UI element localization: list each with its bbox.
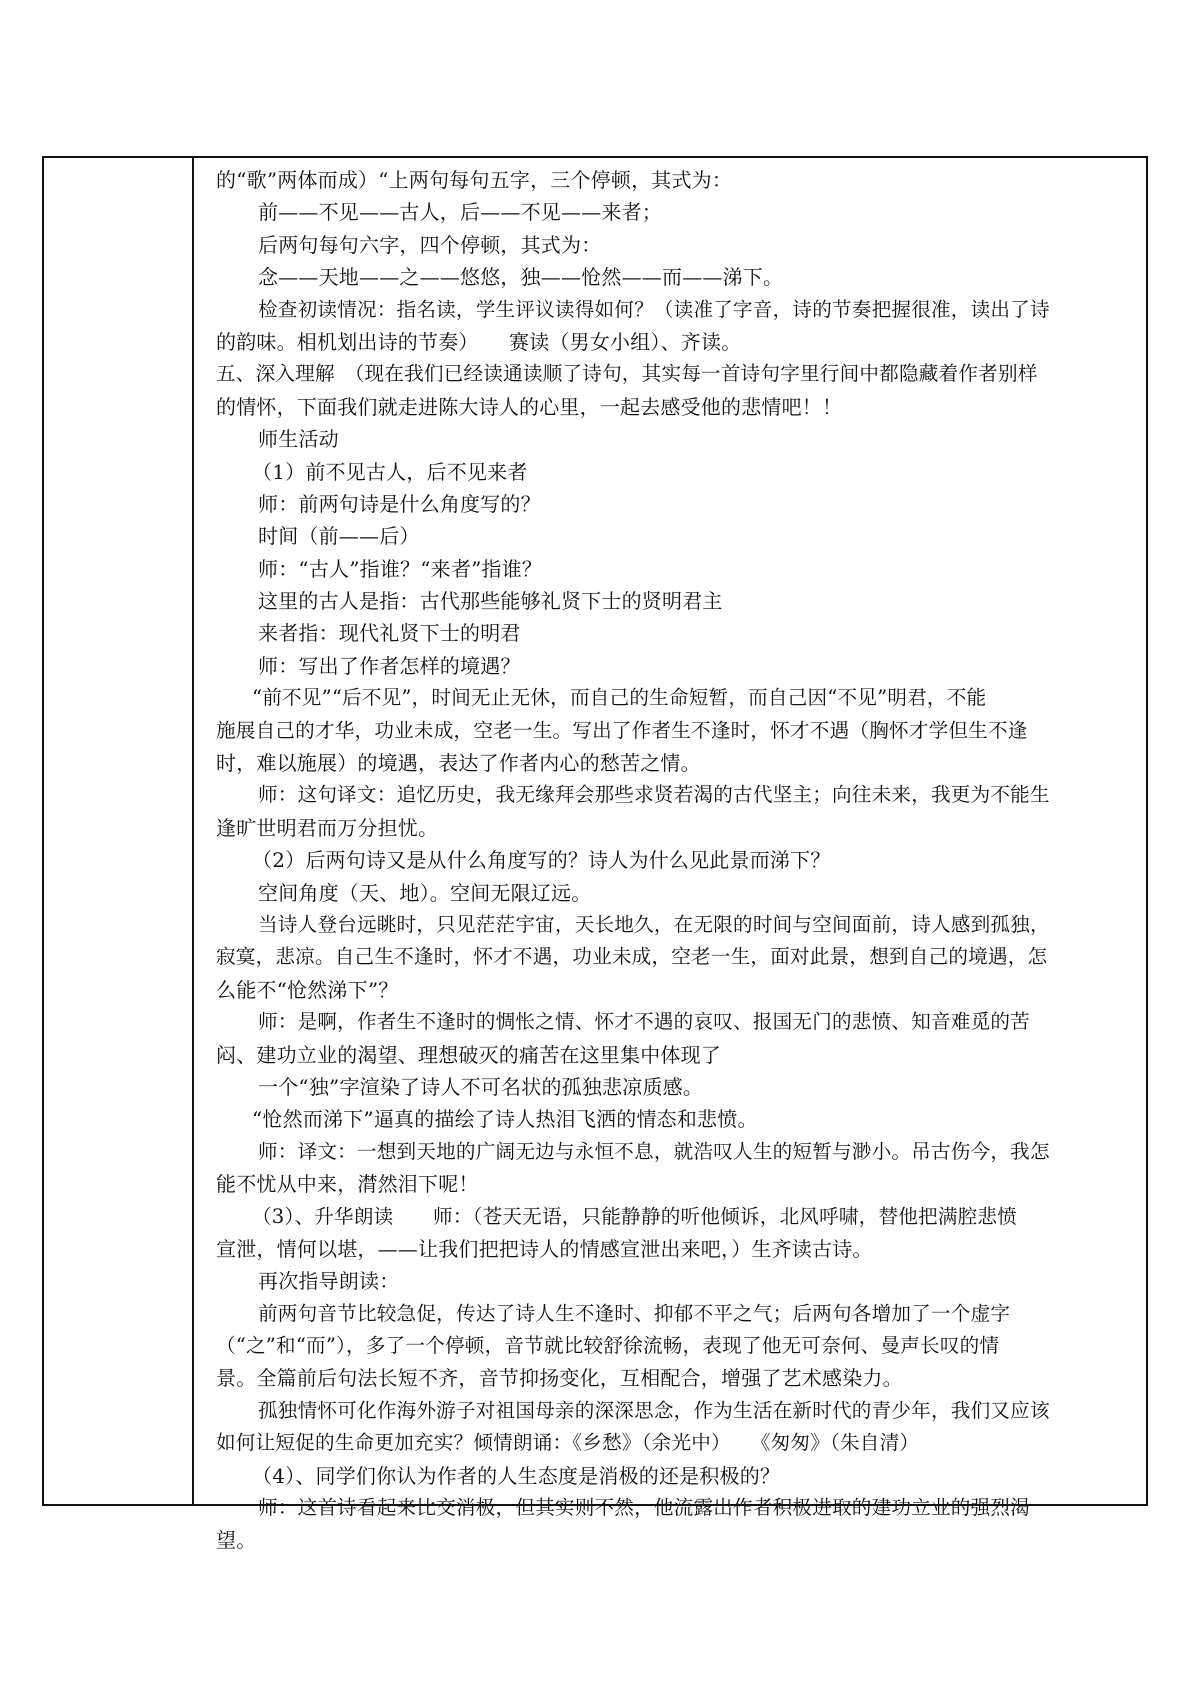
- lesson-plan-table: [42, 156, 1148, 1553]
- text-line: 师：写出了作者怎样的境遇？: [258, 653, 521, 678]
- text-line: （2）后两句诗又是从什么角度写的？诗人为什么见此景而涕下？: [252, 848, 831, 873]
- text-line: 的韵味。相机划出诗的节奏） 赛读（男女小组）、齐读。: [216, 329, 742, 354]
- text-line: （4）、同学们你认为作者的人生态度是消极的还是积极的？: [252, 1463, 781, 1488]
- text-line: （3）、升华朗读 师：（苍天无语，只能静静的听他倾诉，北风呼啸，替他把满腔悲愤: [252, 1204, 1018, 1228]
- text-line: 能不忧从中来，潸然泪下呢！: [216, 1172, 479, 1197]
- text-line: （“之”和“而”），多了一个停顿，音节就比较舒徐流畅，表现了他无可奈何、曼声长叹的情: [216, 1334, 1000, 1358]
- text-line: 时，难以施展）的境遇，表达了作者内心的愁苦之情。: [216, 751, 701, 776]
- text-line: 前两句音节比较急促，传达了诗人生不逢时、抑郁不平之气；后两句各增加了一个虚字: [258, 1301, 1011, 1325]
- text-line: “前不见”“后不见”，时间无止无休，而自己的生命短暂，而自己因“不见”明君，不能: [252, 686, 987, 710]
- text-line: 师：这句译文：追忆历史，我无缘拜会那些求贤若渴的古代坚主；向往未来，我更为不能生: [258, 783, 1050, 807]
- text-line: 师：这首诗看起来比交消极，但其实则不然，他流露出作者积极进取的建功立业的强烈渴: [258, 1496, 1030, 1520]
- text-line: 再次指导朗读：: [258, 1269, 400, 1294]
- text-line: 师：是啊，作者生不逢时的惆怅之情、怀才不遇的哀叹、报国无门的悲愤、知音难觅的苦: [258, 1010, 1030, 1034]
- text-line: 检查初读情况：指名读，学生评议读得如何？（读准了字音，诗的节奏把握很准，读出了诗: [258, 297, 1050, 321]
- text-line: 来者指：现代礼贤下士的明君: [258, 621, 521, 646]
- text-line: 如何让短促的生命更加充实？倾情朗诵：《乡愁》（余光中） 《匆匆》（朱自清）: [216, 1431, 920, 1455]
- text-line: 前——不见——古人，后——不见——来者；: [258, 200, 662, 225]
- text-line: 时间（前——后）: [258, 524, 420, 549]
- text-line: （1）前不见古人，后不见来者: [252, 459, 528, 484]
- text-line: 空间角度（天、地）。空间无限辽远。: [258, 880, 592, 905]
- text-line: 的情怀，下面我们就走进陈大诗人的心里，一起去感受他的悲情吧！！: [216, 394, 843, 419]
- text-line: 师生活动: [258, 427, 339, 452]
- text-line: “怆然而涕下”逼真的描绘了诗人热泪飞洒的情态和悲愤。: [252, 1107, 758, 1132]
- text-line: 师：“古人”指谁？“来者”指谁？: [258, 556, 543, 581]
- text-line: 念——天地——之——悠悠，独——怆然——而——涕下。: [258, 265, 784, 290]
- text-line: 的“歌”两体而成）“上两句每句五字，三个停顿，其式为：: [216, 168, 733, 192]
- text-line: 逢旷世明君而万分担忧。: [216, 815, 439, 840]
- text-line: 后两句每句六字，四个停顿，其式为：: [258, 232, 602, 257]
- text-line: 么能不“怆然涕下”？: [216, 977, 399, 1002]
- text-line: 一个“独”字渲染了诗人不可名状的孤独悲凉质感。: [258, 1074, 704, 1099]
- text-line: 孤独情怀可化作海外游子对祖国母亲的深深思念，作为生活在新时代的青少年，我们又应该: [258, 1398, 1050, 1422]
- text-line: 寂寞，悲凉。自己生不逢时，怀才不遇，功业未成，空老一生，面对此景，想到自己的境遇，怎: [216, 945, 1048, 969]
- text-line: 师：前两句诗是什么角度写的？: [258, 491, 541, 516]
- table-content-column: [196, 158, 1146, 1553]
- text-line: 师：译文：一想到天地的广阔无边与永恒不息，就浩叹人生的短暂与渺小。吊古伤今，我怎: [258, 1139, 1050, 1163]
- text-line: 宣泄，情何以堪，——让我们把把诗人的情感宣泄出来吧，）生齐读古诗。: [216, 1236, 873, 1261]
- text-line: 景。全篇前后句法长短不齐，音节抑扬变化，互相配合，增强了艺术感染力。: [216, 1366, 903, 1391]
- text-line: 当诗人登台远眺时，只见茫茫宇宙，天长地久，在无限的时间与空间面前，诗人感到孤独，: [258, 912, 1050, 936]
- text-line: 施展自己的才华，功业未成，空老一生。写出了作者生不逢时，怀才不遇（胸怀才学但生不逢: [216, 718, 1028, 742]
- table-left-column: [44, 158, 194, 1504]
- text-line: 这里的古人是指：古代那些能够礼贤下士的贤明君主: [258, 589, 723, 614]
- text-line: 望。: [216, 1528, 257, 1553]
- text-line: 五、深入理解 （现在我们已经读通读顺了诗句，其实每一首诗句字里行间中都隐藏着作者别样: [216, 362, 1038, 386]
- text-line: 闷、建功立业的渴望、理想破灭的痛苦在这里集中体现了: [216, 1042, 721, 1067]
